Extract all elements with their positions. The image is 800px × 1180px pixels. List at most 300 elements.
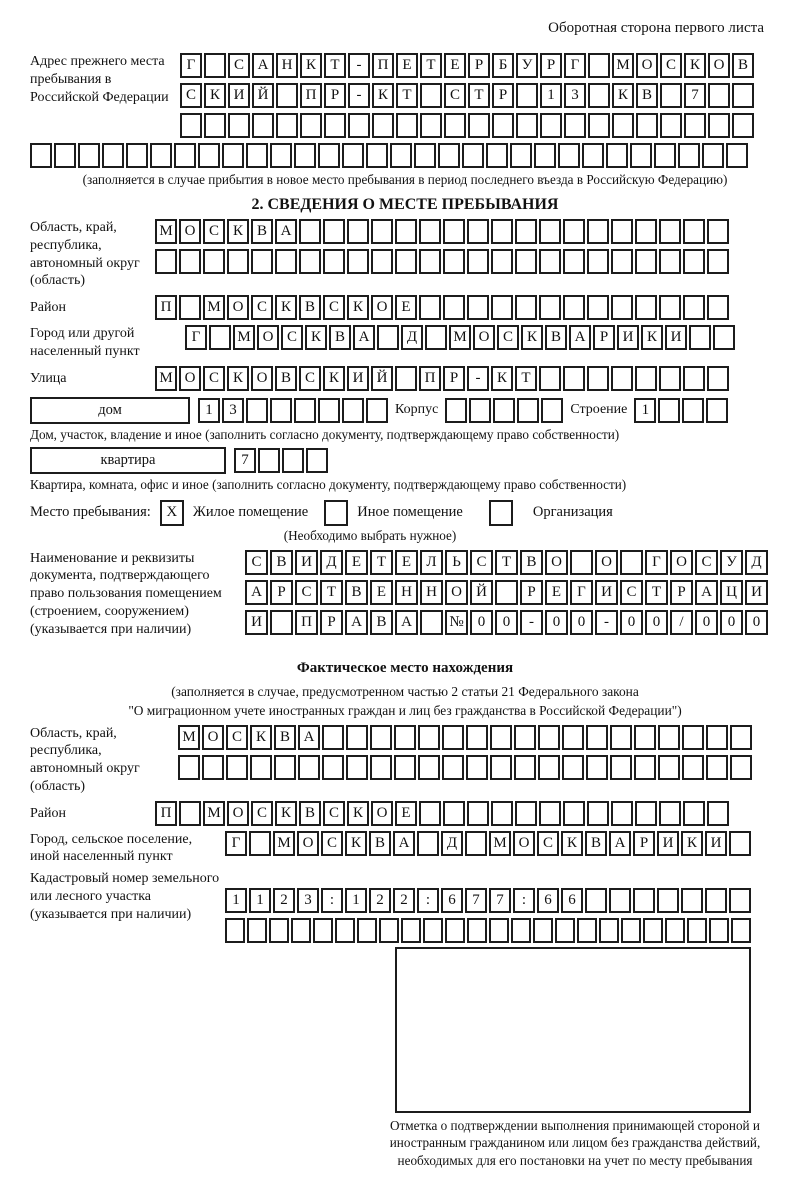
- char-cell[interactable]: П: [300, 83, 322, 108]
- char-cell[interactable]: [377, 325, 399, 350]
- char-cell[interactable]: [660, 113, 682, 138]
- char-cell[interactable]: К: [204, 83, 226, 108]
- char-cell[interactable]: [298, 755, 320, 780]
- char-cell[interactable]: [587, 295, 609, 320]
- char-cell[interactable]: [706, 398, 728, 423]
- char-cell[interactable]: [708, 83, 730, 108]
- char-cell[interactable]: П: [155, 295, 177, 320]
- char-cell[interactable]: [425, 325, 447, 350]
- char-cell[interactable]: Р: [443, 366, 465, 391]
- char-cell[interactable]: [322, 725, 344, 750]
- char-cell[interactable]: О: [445, 580, 468, 605]
- char-cell[interactable]: [634, 755, 656, 780]
- char-cell[interactable]: [683, 249, 705, 274]
- char-cell[interactable]: [396, 113, 418, 138]
- char-cell[interactable]: [585, 888, 607, 913]
- char-cell[interactable]: [587, 801, 609, 826]
- char-cell[interactable]: [611, 219, 633, 244]
- char-cell[interactable]: [179, 801, 201, 826]
- char-cell[interactable]: [390, 143, 412, 168]
- char-cell[interactable]: [586, 755, 608, 780]
- char-cell[interactable]: Т: [420, 53, 442, 78]
- char-cell[interactable]: [275, 249, 297, 274]
- char-cell[interactable]: [491, 801, 513, 826]
- char-cell[interactable]: [514, 725, 536, 750]
- char-cell[interactable]: У: [516, 53, 538, 78]
- char-cell[interactable]: Т: [320, 580, 343, 605]
- char-cell[interactable]: К: [323, 366, 345, 391]
- char-cell[interactable]: [442, 755, 464, 780]
- char-cell[interactable]: [467, 249, 489, 274]
- char-cell[interactable]: [515, 249, 537, 274]
- char-cell[interactable]: К: [612, 83, 634, 108]
- char-cell[interactable]: [707, 249, 729, 274]
- char-cell[interactable]: [346, 725, 368, 750]
- char-cell[interactable]: [635, 366, 657, 391]
- char-cell[interactable]: [514, 755, 536, 780]
- char-cell[interactable]: [179, 295, 201, 320]
- char-cell[interactable]: Т: [515, 366, 537, 391]
- char-cell[interactable]: [586, 725, 608, 750]
- char-cell[interactable]: [657, 888, 679, 913]
- char-cell[interactable]: В: [274, 725, 296, 750]
- char-cell[interactable]: 0: [470, 610, 493, 635]
- char-cell[interactable]: И: [617, 325, 639, 350]
- char-cell[interactable]: [150, 143, 172, 168]
- char-cell[interactable]: [713, 325, 735, 350]
- char-cell[interactable]: [634, 725, 656, 750]
- char-cell[interactable]: [420, 610, 443, 635]
- char-cell[interactable]: [707, 219, 729, 244]
- char-cell[interactable]: В: [369, 831, 391, 856]
- char-cell[interactable]: О: [708, 53, 730, 78]
- char-cell[interactable]: [419, 801, 441, 826]
- char-cell[interactable]: [228, 113, 250, 138]
- char-cell[interactable]: [658, 755, 680, 780]
- char-cell[interactable]: [276, 113, 298, 138]
- char-cell[interactable]: Т: [370, 550, 393, 575]
- char-cell[interactable]: [635, 801, 657, 826]
- char-cell[interactable]: [438, 143, 460, 168]
- char-cell[interactable]: [417, 831, 439, 856]
- char-cell[interactable]: [249, 831, 271, 856]
- char-cell[interactable]: Т: [396, 83, 418, 108]
- char-cell[interactable]: [395, 366, 417, 391]
- char-cell[interactable]: Р: [593, 325, 615, 350]
- char-cell[interactable]: 0: [720, 610, 743, 635]
- char-cell[interactable]: Е: [395, 801, 417, 826]
- char-cell[interactable]: [538, 725, 560, 750]
- char-cell[interactable]: [370, 755, 392, 780]
- char-cell[interactable]: В: [545, 325, 567, 350]
- char-cell[interactable]: О: [257, 325, 279, 350]
- char-cell[interactable]: И: [745, 580, 768, 605]
- char-cell[interactable]: [318, 398, 340, 423]
- char-cell[interactable]: А: [245, 580, 268, 605]
- char-cell[interactable]: [681, 888, 703, 913]
- char-cell[interactable]: 6: [537, 888, 559, 913]
- char-cell[interactable]: [222, 143, 244, 168]
- char-cell[interactable]: С: [695, 550, 718, 575]
- char-cell[interactable]: [729, 888, 751, 913]
- char-cell[interactable]: В: [275, 366, 297, 391]
- char-cell[interactable]: [611, 801, 633, 826]
- char-cell[interactable]: 3: [564, 83, 586, 108]
- char-cell[interactable]: [178, 755, 200, 780]
- char-cell[interactable]: П: [155, 801, 177, 826]
- char-cell[interactable]: [418, 725, 440, 750]
- char-cell[interactable]: П: [295, 610, 318, 635]
- char-cell[interactable]: Р: [492, 83, 514, 108]
- char-cell[interactable]: А: [345, 610, 368, 635]
- char-cell[interactable]: В: [299, 295, 321, 320]
- char-cell[interactable]: [516, 83, 538, 108]
- char-cell[interactable]: [563, 219, 585, 244]
- char-cell[interactable]: О: [371, 295, 393, 320]
- char-cell[interactable]: [126, 143, 148, 168]
- checkbox-residential[interactable]: X: [160, 500, 184, 526]
- char-cell[interactable]: [539, 249, 561, 274]
- char-cell[interactable]: К: [684, 53, 706, 78]
- char-cell[interactable]: [491, 295, 513, 320]
- char-cell[interactable]: 0: [495, 610, 518, 635]
- char-cell[interactable]: [659, 249, 681, 274]
- char-cell[interactable]: [204, 113, 226, 138]
- char-cell[interactable]: Б: [492, 53, 514, 78]
- char-cell[interactable]: К: [250, 725, 272, 750]
- char-cell[interactable]: [588, 113, 610, 138]
- char-cell[interactable]: С: [660, 53, 682, 78]
- char-cell[interactable]: [420, 113, 442, 138]
- char-cell[interactable]: [342, 143, 364, 168]
- char-cell[interactable]: И: [595, 580, 618, 605]
- char-cell[interactable]: [419, 219, 441, 244]
- char-cell[interactable]: С: [299, 366, 321, 391]
- char-cell[interactable]: Р: [633, 831, 655, 856]
- char-cell[interactable]: [226, 755, 248, 780]
- char-cell[interactable]: Р: [468, 53, 490, 78]
- char-cell[interactable]: [202, 755, 224, 780]
- char-cell[interactable]: [562, 755, 584, 780]
- char-cell[interactable]: [563, 249, 585, 274]
- char-cell[interactable]: А: [298, 725, 320, 750]
- char-cell[interactable]: К: [345, 831, 367, 856]
- char-cell[interactable]: [335, 918, 355, 943]
- char-cell[interactable]: [465, 831, 487, 856]
- char-cell[interactable]: [252, 113, 274, 138]
- char-cell[interactable]: 0: [570, 610, 593, 635]
- char-cell[interactable]: 1: [634, 398, 656, 423]
- char-cell[interactable]: [492, 113, 514, 138]
- char-cell[interactable]: [54, 143, 76, 168]
- char-cell[interactable]: [102, 143, 124, 168]
- char-cell[interactable]: Р: [670, 580, 693, 605]
- char-cell[interactable]: [155, 249, 177, 274]
- char-cell[interactable]: [706, 755, 728, 780]
- char-cell[interactable]: [445, 918, 465, 943]
- char-cell[interactable]: [442, 725, 464, 750]
- char-cell[interactable]: О: [545, 550, 568, 575]
- char-cell[interactable]: [643, 918, 663, 943]
- char-cell[interactable]: К: [347, 295, 369, 320]
- char-cell[interactable]: Д: [441, 831, 463, 856]
- char-cell[interactable]: [322, 755, 344, 780]
- char-cell[interactable]: [635, 249, 657, 274]
- char-cell[interactable]: И: [228, 83, 250, 108]
- char-cell[interactable]: Ц: [720, 580, 743, 605]
- char-cell[interactable]: [621, 918, 641, 943]
- char-cell[interactable]: -: [467, 366, 489, 391]
- char-cell[interactable]: Р: [540, 53, 562, 78]
- char-cell[interactable]: [562, 725, 584, 750]
- char-cell[interactable]: [541, 398, 563, 423]
- char-cell[interactable]: [276, 83, 298, 108]
- char-cell[interactable]: С: [180, 83, 202, 108]
- char-cell[interactable]: [570, 550, 593, 575]
- char-cell[interactable]: [247, 918, 267, 943]
- char-cell[interactable]: [660, 83, 682, 108]
- char-cell[interactable]: [636, 113, 658, 138]
- char-cell[interactable]: [420, 83, 442, 108]
- char-cell[interactable]: [445, 398, 467, 423]
- char-cell[interactable]: [491, 219, 513, 244]
- char-cell[interactable]: О: [227, 295, 249, 320]
- char-cell[interactable]: [395, 249, 417, 274]
- char-cell[interactable]: :: [513, 888, 535, 913]
- char-cell[interactable]: Н: [395, 580, 418, 605]
- char-cell[interactable]: [533, 918, 553, 943]
- char-cell[interactable]: 7: [684, 83, 706, 108]
- char-cell[interactable]: [372, 113, 394, 138]
- char-cell[interactable]: [516, 113, 538, 138]
- char-cell[interactable]: О: [179, 366, 201, 391]
- char-cell[interactable]: [443, 249, 465, 274]
- char-cell[interactable]: [246, 398, 268, 423]
- char-cell[interactable]: [683, 366, 705, 391]
- char-cell[interactable]: М: [203, 801, 225, 826]
- char-cell[interactable]: [635, 219, 657, 244]
- char-cell[interactable]: [467, 295, 489, 320]
- char-cell[interactable]: Й: [470, 580, 493, 605]
- char-cell[interactable]: [682, 755, 704, 780]
- char-cell[interactable]: [395, 219, 417, 244]
- char-cell[interactable]: [707, 295, 729, 320]
- char-cell[interactable]: [251, 249, 273, 274]
- char-cell[interactable]: [366, 398, 388, 423]
- char-cell[interactable]: [683, 219, 705, 244]
- char-cell[interactable]: М: [155, 366, 177, 391]
- char-cell[interactable]: [30, 143, 52, 168]
- char-cell[interactable]: [732, 83, 754, 108]
- char-cell[interactable]: [683, 295, 705, 320]
- char-cell[interactable]: С: [245, 550, 268, 575]
- char-cell[interactable]: У: [720, 550, 743, 575]
- char-cell[interactable]: [203, 249, 225, 274]
- char-cell[interactable]: [370, 725, 392, 750]
- char-cell[interactable]: Д: [745, 550, 768, 575]
- char-cell[interactable]: [347, 249, 369, 274]
- char-cell[interactable]: И: [705, 831, 727, 856]
- char-cell[interactable]: [731, 918, 751, 943]
- char-cell[interactable]: 7: [489, 888, 511, 913]
- char-cell[interactable]: С: [203, 366, 225, 391]
- char-cell[interactable]: Л: [420, 550, 443, 575]
- char-cell[interactable]: Р: [320, 610, 343, 635]
- char-cell[interactable]: О: [371, 801, 393, 826]
- char-cell[interactable]: [318, 143, 340, 168]
- char-cell[interactable]: [491, 249, 513, 274]
- char-cell[interactable]: Е: [395, 550, 418, 575]
- char-cell[interactable]: [684, 113, 706, 138]
- char-cell[interactable]: [269, 918, 289, 943]
- char-cell[interactable]: [659, 801, 681, 826]
- char-cell[interactable]: [323, 219, 345, 244]
- char-cell[interactable]: В: [732, 53, 754, 78]
- char-cell[interactable]: Н: [276, 53, 298, 78]
- char-cell[interactable]: [564, 113, 586, 138]
- char-cell[interactable]: К: [681, 831, 703, 856]
- char-cell[interactable]: [538, 755, 560, 780]
- char-cell[interactable]: [198, 143, 220, 168]
- char-cell[interactable]: [630, 143, 652, 168]
- char-cell[interactable]: Г: [564, 53, 586, 78]
- char-cell[interactable]: 3: [297, 888, 319, 913]
- char-cell[interactable]: [394, 725, 416, 750]
- char-cell[interactable]: [490, 755, 512, 780]
- char-cell[interactable]: [323, 249, 345, 274]
- char-cell[interactable]: К: [372, 83, 394, 108]
- char-cell[interactable]: [611, 249, 633, 274]
- char-cell[interactable]: [300, 113, 322, 138]
- char-cell[interactable]: [609, 888, 631, 913]
- char-cell[interactable]: [633, 888, 655, 913]
- char-cell[interactable]: О: [513, 831, 535, 856]
- char-cell[interactable]: [467, 219, 489, 244]
- char-cell[interactable]: П: [419, 366, 441, 391]
- char-cell[interactable]: О: [595, 550, 618, 575]
- char-cell[interactable]: [702, 143, 724, 168]
- char-cell[interactable]: Е: [444, 53, 466, 78]
- char-cell[interactable]: А: [252, 53, 274, 78]
- char-cell[interactable]: [658, 725, 680, 750]
- char-cell[interactable]: С: [321, 831, 343, 856]
- char-cell[interactable]: [371, 219, 393, 244]
- char-cell[interactable]: [563, 366, 585, 391]
- char-cell[interactable]: 2: [393, 888, 415, 913]
- char-cell[interactable]: А: [393, 831, 415, 856]
- char-cell[interactable]: К: [275, 295, 297, 320]
- char-cell[interactable]: Ь: [445, 550, 468, 575]
- char-cell[interactable]: К: [491, 366, 513, 391]
- char-cell[interactable]: М: [155, 219, 177, 244]
- checkbox-organization[interactable]: [489, 500, 513, 526]
- char-cell[interactable]: 7: [465, 888, 487, 913]
- char-cell[interactable]: С: [228, 53, 250, 78]
- char-cell[interactable]: А: [569, 325, 591, 350]
- char-cell[interactable]: В: [520, 550, 543, 575]
- char-cell[interactable]: [730, 755, 752, 780]
- checkbox-other-premises[interactable]: [324, 500, 348, 526]
- char-cell[interactable]: [539, 219, 561, 244]
- char-cell[interactable]: А: [609, 831, 631, 856]
- char-cell[interactable]: [78, 143, 100, 168]
- char-cell[interactable]: [534, 143, 556, 168]
- char-cell[interactable]: 0: [645, 610, 668, 635]
- char-cell[interactable]: [587, 249, 609, 274]
- char-cell[interactable]: Т: [645, 580, 668, 605]
- char-cell[interactable]: О: [670, 550, 693, 575]
- char-cell[interactable]: Р: [270, 580, 293, 605]
- char-cell[interactable]: Г: [185, 325, 207, 350]
- char-cell[interactable]: М: [273, 831, 295, 856]
- char-cell[interactable]: В: [345, 580, 368, 605]
- char-cell[interactable]: [678, 143, 700, 168]
- char-cell[interactable]: А: [695, 580, 718, 605]
- char-cell[interactable]: О: [179, 219, 201, 244]
- char-cell[interactable]: [659, 219, 681, 244]
- char-cell[interactable]: Г: [645, 550, 668, 575]
- char-cell[interactable]: [730, 725, 752, 750]
- char-cell[interactable]: [467, 918, 487, 943]
- char-cell[interactable]: В: [299, 801, 321, 826]
- char-cell[interactable]: [635, 295, 657, 320]
- char-cell[interactable]: [348, 113, 370, 138]
- char-cell[interactable]: В: [636, 83, 658, 108]
- char-cell[interactable]: Е: [396, 53, 418, 78]
- char-cell[interactable]: -: [595, 610, 618, 635]
- char-cell[interactable]: 1: [345, 888, 367, 913]
- char-cell[interactable]: [563, 801, 585, 826]
- char-cell[interactable]: [466, 755, 488, 780]
- char-cell[interactable]: [270, 398, 292, 423]
- char-cell[interactable]: [708, 113, 730, 138]
- char-cell[interactable]: О: [251, 366, 273, 391]
- char-cell[interactable]: П: [372, 53, 394, 78]
- char-cell[interactable]: [346, 755, 368, 780]
- char-cell[interactable]: К: [521, 325, 543, 350]
- char-cell[interactable]: 6: [561, 888, 583, 913]
- char-cell[interactable]: С: [281, 325, 303, 350]
- char-cell[interactable]: Д: [401, 325, 423, 350]
- char-cell[interactable]: К: [305, 325, 327, 350]
- char-cell[interactable]: 3: [222, 398, 244, 423]
- char-cell[interactable]: [466, 725, 488, 750]
- char-cell[interactable]: [443, 295, 465, 320]
- char-cell[interactable]: [357, 918, 377, 943]
- char-cell[interactable]: Е: [370, 580, 393, 605]
- char-cell[interactable]: М: [489, 831, 511, 856]
- char-cell[interactable]: М: [612, 53, 634, 78]
- char-cell[interactable]: [282, 448, 304, 473]
- char-cell[interactable]: [270, 143, 292, 168]
- char-cell[interactable]: [423, 918, 443, 943]
- char-cell[interactable]: [490, 725, 512, 750]
- char-cell[interactable]: [299, 219, 321, 244]
- char-cell[interactable]: [246, 143, 268, 168]
- char-cell[interactable]: [180, 113, 202, 138]
- char-cell[interactable]: [495, 580, 518, 605]
- char-cell[interactable]: [489, 918, 509, 943]
- char-cell[interactable]: [347, 219, 369, 244]
- char-cell[interactable]: [563, 295, 585, 320]
- char-cell[interactable]: [611, 295, 633, 320]
- char-cell[interactable]: [179, 249, 201, 274]
- char-cell[interactable]: [299, 249, 321, 274]
- char-cell[interactable]: 1: [225, 888, 247, 913]
- char-cell[interactable]: [174, 143, 196, 168]
- char-cell[interactable]: Г: [180, 53, 202, 78]
- char-cell[interactable]: 0: [695, 610, 718, 635]
